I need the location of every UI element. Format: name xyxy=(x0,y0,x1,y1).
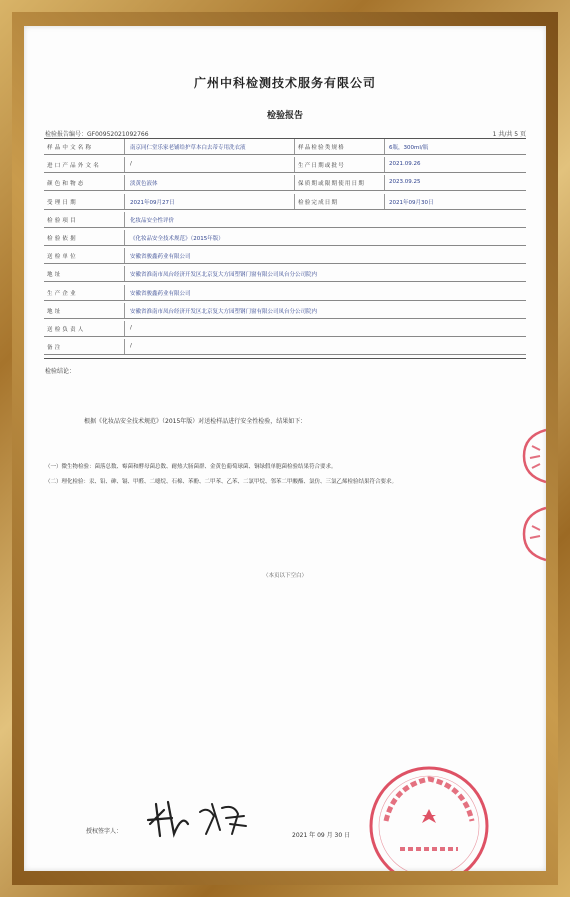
field-label: 生产企业 xyxy=(47,290,78,297)
table-row xyxy=(44,248,526,264)
company-seal-stamp xyxy=(364,761,494,871)
field-label: 进口产品外文名 xyxy=(47,163,101,170)
column-divider xyxy=(124,230,125,245)
field-value: 安徽省淮南市凤台经济开发区北京复大方园塑钢门窗有限公司凤台分公司院内 xyxy=(130,308,318,315)
column-divider xyxy=(294,139,295,154)
field-label: 受理日期 xyxy=(47,199,78,206)
company-name: 广州中科检测技术服务有限公司 xyxy=(193,76,376,90)
field-label-secondary: 保质期或限期使用日期 xyxy=(298,181,366,188)
page-edge-seal-bottom xyxy=(520,504,546,564)
column-divider xyxy=(124,139,125,154)
column-divider xyxy=(124,194,125,209)
field-label: 送检单位 xyxy=(47,254,78,261)
chemistry-result: （二）理化检验：汞、铅、砷、镉、甲醛、二噁烷、石棉、苯酚、二甲苯、乙苯、二氯甲烷、邻苯二甲酸酯、氯仿、三氯乙烯检验结果符合要求。 xyxy=(45,479,398,485)
column-divider xyxy=(294,194,295,209)
table-row xyxy=(44,139,526,155)
table-row xyxy=(44,339,526,355)
microbiology-result: （一）微生物检验：菌落总数、霉菌和酵母菌总数、耐热大肠菌群、金黄色葡萄球菌、铜绿假单胞菌检验结果符合要求。 xyxy=(45,464,337,470)
field-label: 检验项目 xyxy=(47,217,78,224)
column-divider xyxy=(384,139,385,154)
field-value: 2021年09月27日 xyxy=(130,199,175,206)
column-divider xyxy=(384,175,385,190)
field-value: 安徽省淮南市凤台经济开发区北京复大方园塑钢门窗有限公司凤台分公司院内 xyxy=(130,272,318,279)
field-label-secondary: 检验完成日期 xyxy=(298,199,339,206)
report-title: 检验报告 xyxy=(266,111,303,121)
field-label: 地址 xyxy=(47,308,63,315)
table-row xyxy=(44,194,526,210)
table-row xyxy=(44,157,526,173)
column-divider xyxy=(384,194,385,209)
field-value: / xyxy=(130,161,132,168)
field-label: 地址 xyxy=(47,272,63,279)
handwritten-signature xyxy=(142,794,252,844)
signer-label: 授权签字人： xyxy=(86,828,123,835)
field-label: 样品中文名称 xyxy=(47,145,94,151)
report-page xyxy=(24,26,546,871)
field-value: 淡黄色液体 xyxy=(130,181,158,188)
page-number: 1 共/共 5 页 xyxy=(492,131,526,138)
column-divider xyxy=(294,157,295,172)
table-row xyxy=(44,266,526,282)
field-value: 安徽省骏鑫药业有限公司 xyxy=(130,254,191,261)
field-value: 安徽省骏鑫药业有限公司 xyxy=(130,290,191,297)
field-value: / xyxy=(130,325,132,331)
column-divider xyxy=(124,248,125,263)
column-divider xyxy=(124,339,125,354)
page-edge-seal-top xyxy=(520,426,546,486)
table-row xyxy=(44,303,526,319)
table-row xyxy=(44,285,526,301)
table-row xyxy=(44,321,526,337)
column-divider xyxy=(124,285,125,300)
test-basis-text: 根据《化妆品安全技术规范》（2015年版）对送检样品进行安全性检验，结果如下： xyxy=(84,418,307,425)
column-divider xyxy=(294,175,295,190)
table-bottom-divider xyxy=(44,358,526,359)
conclusion-label: 检验结论： xyxy=(45,368,76,375)
table-row xyxy=(44,212,526,228)
field-value: 化妆品安全性评价 xyxy=(130,217,175,224)
report-number-value: GF0095202109276​6 xyxy=(87,131,149,138)
table-row xyxy=(44,230,526,246)
table-row xyxy=(44,175,526,191)
field-label: 备注 xyxy=(47,345,63,352)
blank-note: （本页以下空白） xyxy=(262,573,307,579)
field-value-secondary: 2023.09.25 xyxy=(389,179,421,186)
column-divider xyxy=(124,266,125,281)
column-divider xyxy=(124,157,125,172)
field-label: 检验依据 xyxy=(47,236,78,242)
field-value: / xyxy=(130,343,132,350)
report-number xyxy=(45,129,149,138)
sign-date: 2021 年 09 月 30 日 xyxy=(292,832,351,839)
field-value-secondary: 2021.09.26 xyxy=(389,161,421,168)
field-label-secondary: 样品检验类规格 xyxy=(298,145,345,151)
field-value-secondary: 2021年09月30日 xyxy=(389,199,434,206)
field-value: 《化妆品安全技术规范》（2015年版） xyxy=(130,236,224,242)
field-label: 送检负责人 xyxy=(47,327,86,333)
column-divider xyxy=(124,175,125,190)
report-number-label: 检验报告编号： xyxy=(45,131,88,138)
column-divider xyxy=(384,157,385,172)
field-value-secondary: 6瓶，300ml/瓶 xyxy=(389,145,429,151)
column-divider xyxy=(124,321,125,336)
field-label: 颜色和物态 xyxy=(47,181,86,188)
column-divider xyxy=(124,303,125,318)
column-divider xyxy=(124,212,125,227)
field-label-secondary: 生产日期或批号 xyxy=(298,163,345,170)
field-value: 南京同仁堂乐家老铺给护草本白去蒂专用洗衣液 xyxy=(130,145,246,151)
